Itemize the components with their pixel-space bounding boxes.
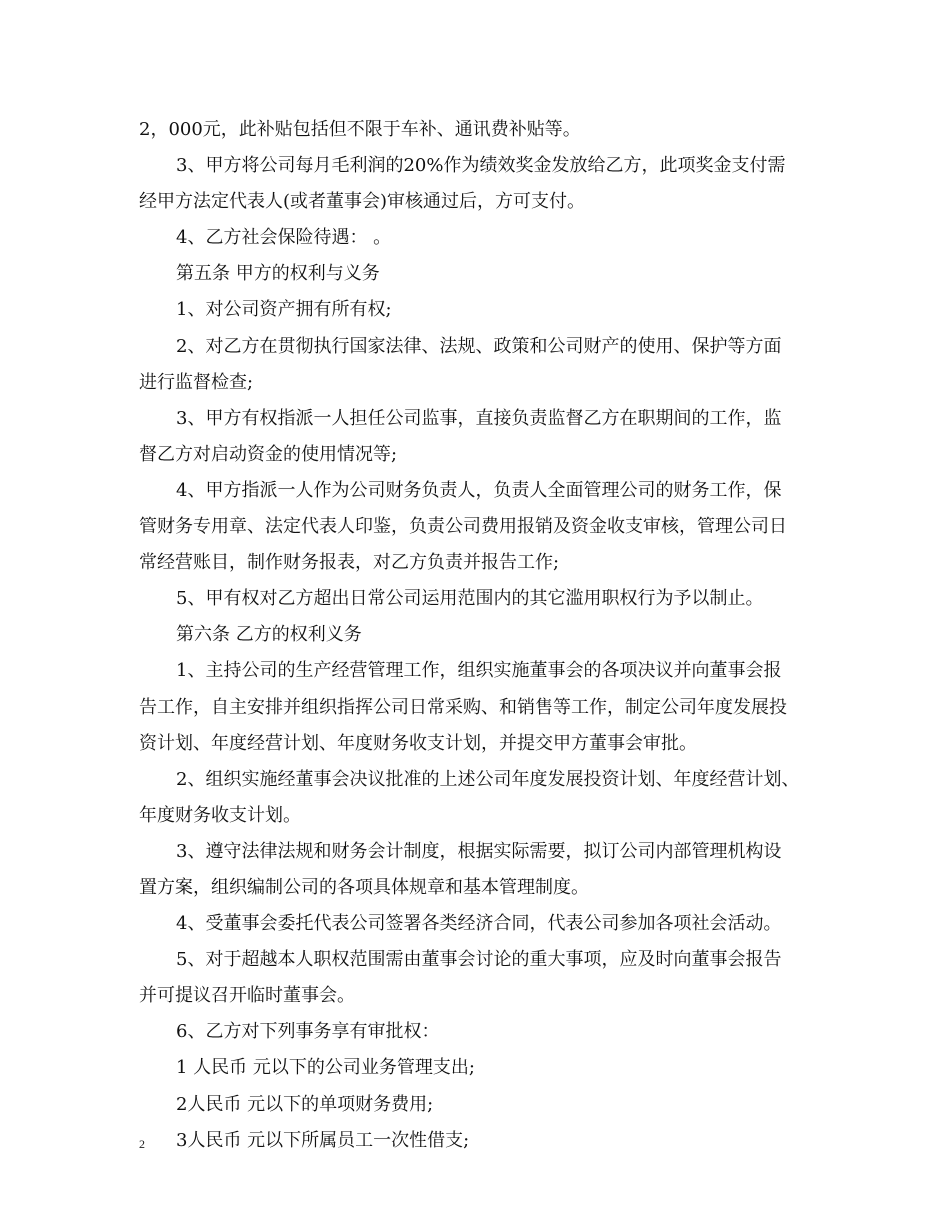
text-line: 3人民币 元以下所属员工一次性借支; [176, 1129, 470, 1151]
text-line: 2、组织实施经董事会决议批准的上述公司年度发展投资计划、年度经营计划、 [176, 768, 800, 790]
section-heading: 第五条 甲方的权利与义务 [176, 263, 380, 285]
text-line: 管财务专用章、法定代表人印鉴，负责公司费用报销及资金收支审核，管理公司日 [139, 516, 787, 538]
text-line: 6、乙方对下列事务享有审批权： [176, 1021, 440, 1043]
section-heading: 第六条 乙方的权利义务 [176, 624, 362, 646]
text-line: 2，000元，此补贴包括但不限于车补、通讯费补贴等。 [139, 119, 581, 140]
text-line: 1、主持公司的生产经营管理工作，组织实施董事会的各项决议并向董事会报 [176, 660, 782, 682]
text-line: 置方案，组织编制公司的各项具体规章和基本管理制度。 [139, 876, 589, 898]
text-line: 1、对公司资产拥有所有权; [176, 299, 392, 321]
text-line: 并可提议召开临时董事会。 [139, 985, 355, 1007]
document-body [139, 112, 819, 1159]
text-line: 2人民币 元以下的单项财务费用; [176, 1093, 434, 1115]
text-line: 3、甲方将公司每月毛利润的20%作为绩效奖金发放给乙方，此项奖金支付需 [176, 155, 786, 177]
text-line: 常经营账目，制作财务报表，对乙方负责并报告工作; [139, 552, 560, 574]
page-number: 2 [139, 1137, 145, 1151]
text-line: 督乙方对启动资金的使用情况等; [139, 443, 398, 465]
text-line: 4、乙方社会保险待遇： 。 [176, 227, 392, 249]
text-line: 3、甲方有权指派一人担任公司监事，直接负责监督乙方在职期间的工作，监 [176, 407, 782, 429]
text-line: 进行监督检查; [139, 371, 254, 393]
text-line: 4、甲方指派一人作为公司财务负责人，负责人全面管理公司的财务工作，保 [176, 479, 782, 501]
text-line: 告工作，自主安排并组织指挥公司日常采购、和销售等工作，制定公司年度发展投 [139, 696, 787, 718]
text-line: 1 人民币 元以下的公司业务管理支出; [176, 1057, 475, 1079]
text-line: 4、受董事会委托代表公司签署各类经济合同，代表公司参加各项社会活动。 [176, 913, 782, 935]
text-line: 年度财务收支计划。 [139, 804, 301, 826]
text-line: 5、对于超越本人职权范围需由董事会讨论的重大事项，应及时向董事会报告 [176, 949, 782, 971]
text-line: 3、遵守法律法规和财务会计制度，根据实际需要，拟订公司内部管理机构设 [176, 840, 782, 862]
text-line: 资计划、年度经营计划、年度财务收支计划，并提交甲方董事会审批。 [139, 732, 697, 754]
text-line: 经甲方法定代表人(或者董事会)审核通过后，方可支付。 [139, 191, 586, 213]
text-line: 5、甲有权对乙方超出日常公司运用范围内的其它滥用职权行为予以制止。 [176, 588, 764, 610]
text-line: 2、对乙方在贯彻执行国家法律、法规、政策和公司财产的使用、保护等方面 [176, 335, 782, 357]
